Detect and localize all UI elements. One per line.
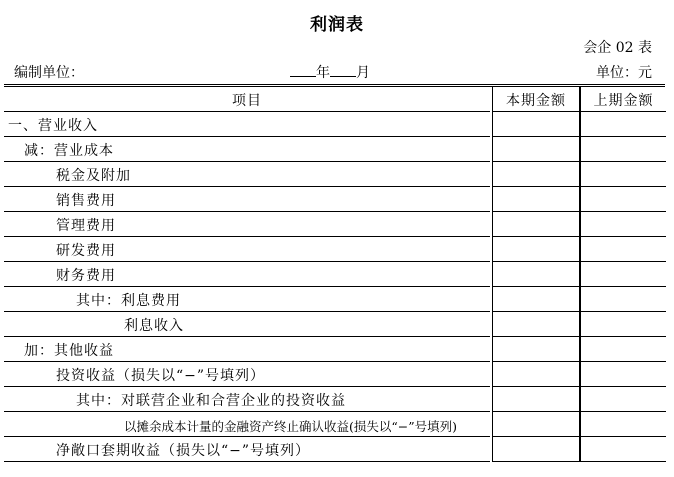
item-cell (4, 337, 490, 362)
year-blank[interactable] (290, 63, 316, 77)
year-label: 年 (316, 65, 330, 81)
item-cell (4, 112, 490, 137)
header-prior-cell (580, 87, 666, 112)
current-amount-cell[interactable] (492, 112, 580, 137)
header-current-cell (492, 87, 580, 112)
item-cell (4, 262, 490, 287)
prior-amount-cell[interactable] (580, 137, 666, 162)
current-amount-cell[interactable] (492, 412, 580, 437)
table-row (4, 312, 665, 337)
item-cell (4, 237, 490, 262)
table-row (4, 362, 665, 387)
item-label: 税金及附加 (56, 168, 131, 184)
table-row (4, 137, 665, 162)
month-label: 月 (356, 65, 370, 81)
header-item: 项目 (232, 93, 262, 109)
prior-amount-cell[interactable] (580, 237, 666, 262)
current-amount-cell[interactable] (492, 212, 580, 237)
table-row (4, 112, 665, 137)
current-amount-cell[interactable] (492, 187, 580, 212)
item-label: 研发费用 (56, 243, 116, 259)
item-cell (4, 387, 490, 412)
month-blank[interactable] (330, 63, 356, 77)
header-current-amount: 本期金额 (506, 93, 566, 109)
header-prior-amount: 上期金额 (593, 93, 654, 109)
prior-amount-cell[interactable] (580, 187, 666, 212)
item-cell (4, 437, 490, 462)
item-label: 一、营业收入 (8, 118, 98, 134)
item-label: 其中：对联营企业和合营企业的投资收益 (76, 393, 346, 409)
table-row (4, 412, 665, 437)
report-date (290, 62, 370, 82)
prior-amount-cell[interactable] (580, 387, 666, 412)
item-cell (4, 362, 490, 387)
item-label: 利息收入 (124, 318, 184, 334)
prior-amount-cell[interactable] (580, 337, 666, 362)
prior-amount-cell[interactable] (580, 412, 666, 437)
current-amount-cell[interactable] (492, 262, 580, 287)
prior-amount-cell[interactable] (580, 312, 666, 337)
current-amount-cell[interactable] (492, 337, 580, 362)
prior-amount-cell[interactable] (580, 437, 666, 462)
item-cell (4, 162, 490, 187)
currency-unit: 单位：元 (596, 65, 652, 81)
current-amount-cell[interactable] (492, 287, 580, 312)
form-number: 会企 02 表 (583, 40, 652, 56)
current-amount-cell[interactable] (492, 162, 580, 187)
item-cell (4, 187, 490, 212)
item-cell (4, 137, 490, 162)
header-item-cell (4, 87, 490, 112)
table-row (4, 337, 665, 362)
table-row (4, 287, 665, 312)
item-cell (4, 287, 490, 312)
item-label: 财务费用 (56, 268, 116, 284)
prior-amount-cell[interactable] (580, 112, 666, 137)
current-amount-cell[interactable] (492, 137, 580, 162)
prior-amount-cell[interactable] (580, 362, 666, 387)
report-title: 利润表 (310, 15, 364, 35)
table-row (4, 437, 665, 462)
item-label: 加：其他收益 (24, 343, 114, 359)
item-label: 销售费用 (56, 193, 116, 209)
table-row (4, 162, 665, 187)
item-label: 净敞口套期收益（损失以“−”号填列） (56, 443, 311, 459)
item-label: 减：营业成本 (24, 143, 114, 159)
table-row (4, 212, 665, 237)
prior-amount-cell[interactable] (580, 287, 666, 312)
current-amount-cell[interactable] (492, 312, 580, 337)
current-amount-cell[interactable] (492, 362, 580, 387)
table-row (4, 237, 665, 262)
current-amount-cell[interactable] (492, 437, 580, 462)
item-label: 其中：利息费用 (76, 293, 181, 309)
item-label: 投资收益（损失以“−”号填列） (56, 368, 266, 384)
item-label: 管理费用 (56, 218, 116, 234)
table-row (4, 187, 665, 212)
table-header-row (4, 87, 665, 112)
item-cell (4, 312, 490, 337)
prior-amount-cell[interactable] (580, 212, 666, 237)
prior-amount-cell[interactable] (580, 262, 666, 287)
current-amount-cell[interactable] (492, 387, 580, 412)
compiler-label: 编制单位： (14, 65, 84, 81)
table-row (4, 262, 665, 287)
item-cell (4, 412, 490, 437)
current-amount-cell[interactable] (492, 237, 580, 262)
table-row (4, 387, 665, 412)
item-cell (4, 212, 490, 237)
item-label: 以摊余成本计量的金融资产终止确认收益(损失以“−”号填列) (124, 419, 458, 434)
prior-amount-cell[interactable] (580, 162, 666, 187)
